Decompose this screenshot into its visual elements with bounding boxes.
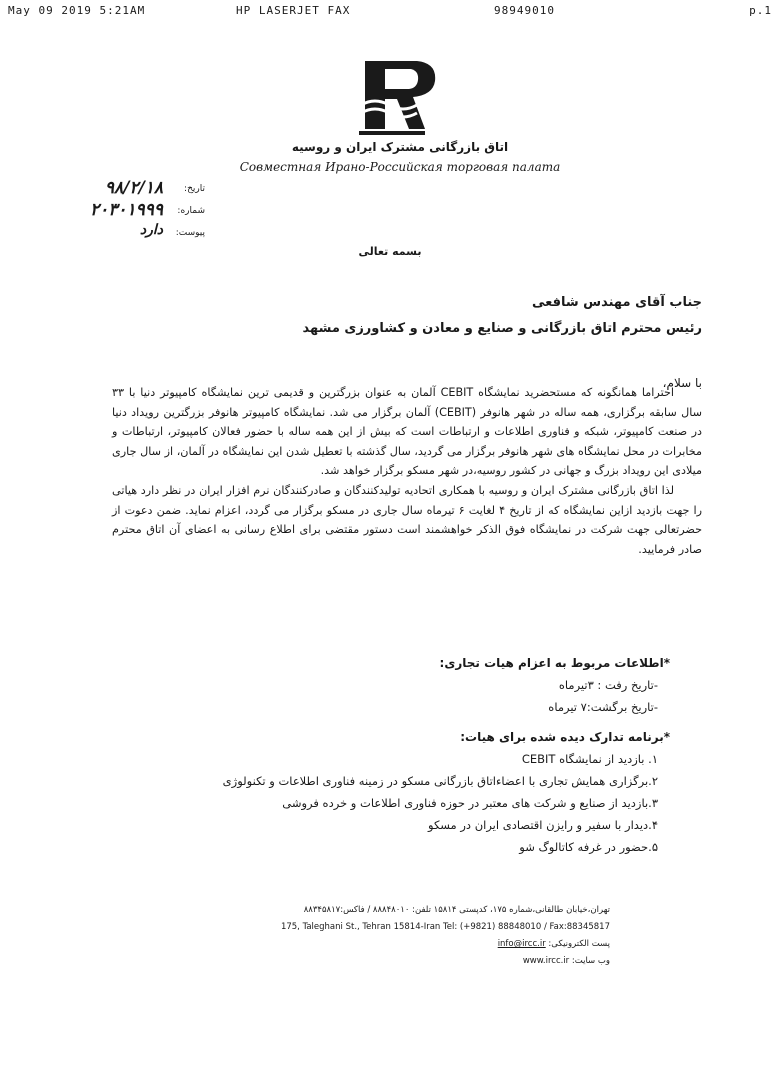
greeting: با سلام،	[662, 376, 702, 390]
org-name-persian: اتاق بازرگانی مشترک ایران و روسیه	[291, 140, 509, 154]
fax-timestamp: May 09 2019 5:21AM	[8, 4, 146, 17]
body-paragraph-2: لذا اتاق بازرگانی مشترک ایران و روسیه با همکاری اتحادیه تولیدکنندگان و صادرکنندگان نرم افزار ایران در نظر دارد هیاتی را جهت بازدید ازاین نمایشگاه که از تاریخ ۴ لغایت ۶ تیرماه سال جاری در مسکو برگزار می گردد، اعزام نماید. ضمن دعوت از حضرتعالی جهت شرکت در نمایشگاه فوق الذکر خواهشمند است دستور مقتضی برای اطلاع رسانی به اعضای آن اتاق محترم صادر فرمایید.	[112, 483, 702, 556]
recipient	[142, 290, 702, 342]
program-item: ۲.برگزاری همایش تجاری با اعضاءاتاق بازرگانی مسکو در زمینه فناوری اطلاعات و تکنولوژی	[222, 774, 658, 788]
org-name-russian: Совместная Ирано-Российская торговая палата	[239, 160, 561, 174]
fax-header	[8, 4, 772, 20]
body-paragraph-1: احتراما همانگونه که مستحضرید نمایشگاه CEBIT آلمان به عنوان بزرگترین و قدیمی ترین نمایشگاه کامپیوتر دنیا با ۳۳ سال سابقه برگزاری، همه ساله در شهر هانوفر (CEBIT) آلمان برگزار می شد. نمایشگاه کامپیوتر هانوفر بزرگترین رویداد دنیا در صنعت کامپیوتر، شبکه و فناوری اطلاعات و ارتباطات است که بیش از این همه ساله با حضور فعالان کامپیوتر، ارتباطات و مخابرات در محل نمایشگاه های شهر هانوفر برگزار می گردید، سال گذشته با تعطیل شدن این نمایشگاه در آلمان، از سال جاری میلادی این رویداد بزرگ و جهانی در کشور روسیه،در شهر مسکو برگزار خواهد شد.	[112, 386, 702, 478]
program-item: ۵.حضور در غرفه کاتالوگ شو	[519, 840, 658, 854]
footer-website-label: وب سایت:	[571, 956, 610, 966]
chamber-logo-icon	[355, 55, 445, 137]
fax-device: HP LASERJET FAX	[236, 4, 351, 17]
footer-email-link[interactable]: info@ircc.ir	[497, 939, 546, 949]
program-section	[150, 726, 670, 858]
recipient-name: جناب آقای مهندس شافعی	[531, 295, 702, 310]
salutation: بسمه تعالی	[358, 245, 422, 258]
footer-address-persian: تهران،خیابان طالقانی،شماره ۱۷۵، کدپستی ۱۵۸۱۴ تلفن: ۸۸۸۴۸۰۱۰ / فاکس:۸۸۳۴۵۸۱۷	[303, 905, 610, 915]
meta-date-value: ۹۸/۲/۱۸	[104, 178, 163, 198]
program-heading: *برنامه تدارک دیده شده برای هیات:	[460, 730, 670, 744]
letter-footer	[230, 902, 610, 970]
footer-website-row	[230, 953, 610, 970]
meta-number	[55, 200, 205, 222]
footer-email-label: پست الکترونیکی:	[548, 939, 610, 949]
meta-number-value: ۲۰۳۰۱۹۹۹	[89, 200, 163, 220]
fax-page-number: p.1	[749, 4, 772, 17]
program-item: ۱. بازدید از نمایشگاه CEBIT	[521, 752, 658, 766]
footer-email-row	[230, 936, 610, 953]
meta-attachment-label: پیوست:	[175, 228, 205, 238]
delegation-item: -تاریخ رفت : ۳تیرماه	[558, 678, 658, 692]
program-item: ۳.بازدید از صنایع و شرکت های معتبر در حوزه فناوری اطلاعات و خرده فروشی	[282, 796, 658, 810]
meta-attachment	[55, 222, 205, 244]
meta-date-label: تاریخ:	[184, 184, 205, 194]
meta-number-label: شماره:	[177, 206, 205, 216]
fax-number: 98949010	[494, 4, 555, 17]
meta-attachment-value: دارد	[139, 222, 163, 238]
meta-date	[55, 178, 205, 200]
delegation-section	[150, 652, 670, 718]
recipient-title: رئیس محترم اتاق بازرگانی و صنایع و معادن و کشاورزی مشهد	[302, 321, 702, 336]
footer-address-english: 175, Taleghani St., Tehran 15814-Iran Tel: (+9821) 88848010 / Fax:88345817	[280, 922, 610, 932]
letter-body	[112, 383, 702, 559]
program-item: ۴.دیدار با سفیر و رایزن اقتصادی ایران در مسکو	[428, 818, 658, 832]
delegation-item: -تاریخ برگشت:۷ تیرماه	[548, 700, 658, 714]
footer-website-link[interactable]: www.ircc.ir	[522, 956, 570, 966]
letter-meta	[55, 178, 205, 244]
delegation-heading: *اطلاعات مربوط به اعزام هیات تجاری:	[439, 656, 670, 670]
